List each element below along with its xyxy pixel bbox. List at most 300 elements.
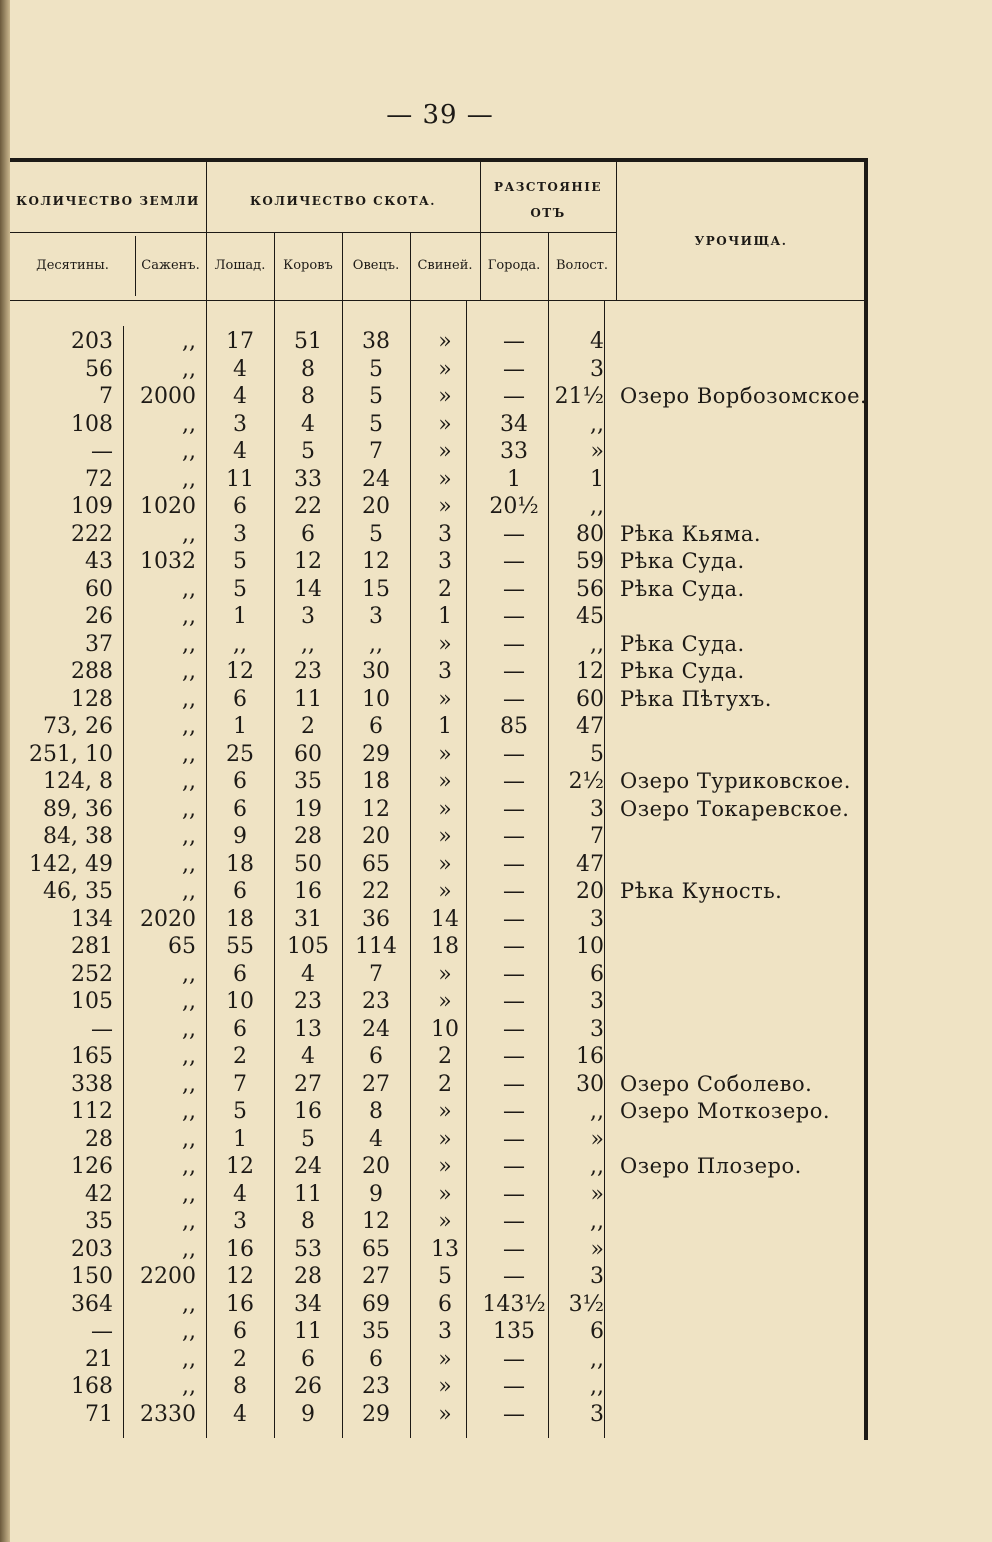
- cell-sviney: 1: [438, 604, 452, 629]
- cell-loshad: 18: [226, 906, 254, 932]
- cell-korov: 9: [301, 1401, 315, 1427]
- cell-sviney: 2: [438, 576, 452, 602]
- cell-volost: 3: [590, 1264, 604, 1289]
- table-row: [0, 988, 870, 1016]
- cell-sviney: »: [438, 631, 452, 657]
- cell-urochishche: Озеро Туриковское.: [620, 769, 851, 793]
- table-row: [0, 1153, 870, 1181]
- cell-desiatiny: 203: [71, 329, 113, 354]
- cell-goroda: —: [503, 631, 525, 657]
- cell-loshad: 5: [233, 1099, 247, 1124]
- table-row: [0, 1126, 870, 1154]
- cell-sviney: 2: [438, 1071, 452, 1097]
- cell-loshad: 1: [233, 1126, 247, 1152]
- cell-loshad: 6: [233, 1319, 247, 1344]
- cell-volost: 12: [576, 659, 604, 684]
- cell-ovets: 5: [369, 356, 383, 382]
- cell-loshad: 10: [226, 989, 254, 1014]
- cell-korov: 22: [294, 494, 322, 519]
- cell-sazheni: 2000: [140, 384, 196, 409]
- header-goroda: Города.: [487, 258, 541, 273]
- cell-urochishche: [620, 1208, 870, 1236]
- cell-ovets: ,,: [369, 631, 383, 657]
- cell-urochishche: [620, 1318, 870, 1346]
- table-row: [0, 631, 870, 659]
- cell-volost: 59: [576, 549, 604, 574]
- cell-sazheni: ,,: [182, 796, 196, 822]
- cell-goroda: —: [503, 1126, 525, 1152]
- cell-sazheni: ,,: [182, 521, 196, 547]
- cell-sazheni: ,,: [182, 961, 196, 987]
- cell-sazheni: ,,: [182, 1099, 196, 1124]
- cell-goroda: —: [503, 659, 525, 684]
- cell-sviney: »: [438, 769, 452, 794]
- cell-sazheni: 2020: [140, 906, 196, 932]
- cell-loshad: ,,: [233, 631, 247, 657]
- cell-volost: 30: [576, 1071, 604, 1097]
- cell-volost: ,,: [590, 1099, 604, 1124]
- cell-sviney: »: [438, 1099, 452, 1124]
- cell-loshad: 6: [233, 686, 247, 712]
- cell-goroda: —: [503, 769, 525, 794]
- table-row: [0, 438, 870, 466]
- cell-goroda: —: [503, 1154, 525, 1179]
- cell-sazheni: ,,: [182, 1181, 196, 1207]
- table-row: [0, 1098, 870, 1126]
- table-row: [0, 576, 870, 604]
- cell-korov: 16: [294, 879, 322, 904]
- cell-goroda: —: [503, 1044, 525, 1069]
- cell-urochishche: [620, 741, 870, 769]
- cell-desiatiny: 84, 38: [43, 824, 113, 849]
- cell-urochishche: [620, 603, 870, 631]
- cell-volost: 47: [576, 714, 604, 739]
- cell-desiatiny: 128: [71, 686, 113, 712]
- cell-urochishche: Рѣка Суда.: [620, 631, 745, 656]
- cell-ovets: 114: [355, 934, 397, 959]
- cell-desiatiny: 89, 36: [43, 796, 113, 822]
- cell-desiatiny: 134: [71, 906, 113, 932]
- cell-goroda: —: [503, 989, 525, 1014]
- cell-volost: ,,: [590, 1154, 604, 1179]
- cell-goroda: —: [503, 879, 525, 904]
- cell-ovets: 36: [362, 906, 390, 932]
- cell-goroda: 135: [493, 1319, 535, 1344]
- cell-loshad: 17: [226, 329, 254, 354]
- cell-sazheni: ,,: [182, 1154, 196, 1179]
- cell-korov: 24: [294, 1154, 322, 1179]
- cell-desiatiny: 126: [71, 1154, 113, 1179]
- cell-sviney: 1: [438, 714, 452, 739]
- cell-loshad: 4: [233, 439, 247, 464]
- table-row: [0, 1181, 870, 1209]
- cell-urochishche: [620, 328, 870, 356]
- cell-desiatiny: 42: [85, 1181, 113, 1207]
- cell-goroda: 34: [500, 411, 528, 437]
- cell-sviney: »: [438, 851, 452, 877]
- cell-loshad: 5: [233, 576, 247, 602]
- cell-goroda: —: [503, 1264, 525, 1289]
- cell-korov: 4: [301, 1044, 315, 1069]
- cell-sazheni: 65: [168, 934, 196, 959]
- cell-urochishche: [620, 933, 870, 961]
- cell-sviney: »: [438, 356, 452, 382]
- cell-korov: 6: [301, 1346, 315, 1372]
- header-cattle-group: КОЛИЧЕСТВО СКОТА.: [250, 194, 436, 208]
- cell-volost: ,,: [590, 631, 604, 657]
- cell-sazheni: 2200: [140, 1264, 196, 1289]
- cell-loshad: 11: [226, 466, 254, 492]
- cell-goroda: —: [503, 1071, 525, 1097]
- cell-loshad: 16: [226, 1236, 254, 1262]
- cell-loshad: 18: [226, 851, 254, 877]
- table-row: [0, 411, 870, 439]
- cell-sviney: »: [438, 1346, 452, 1372]
- cell-goroda: —: [503, 549, 525, 574]
- cell-ovets: 27: [362, 1071, 390, 1097]
- table-row: [0, 1373, 870, 1401]
- cell-loshad: 4: [233, 356, 247, 382]
- cell-goroda: —: [503, 824, 525, 849]
- cell-korov: 28: [294, 824, 322, 849]
- cell-loshad: 6: [233, 494, 247, 519]
- cell-urochishche: Рѣка Суда.: [620, 659, 745, 683]
- cell-korov: 34: [294, 1291, 322, 1317]
- table-row: [0, 1016, 870, 1044]
- cell-korov: 53: [294, 1236, 322, 1262]
- cell-ovets: 24: [362, 1016, 390, 1042]
- table-row: [0, 1043, 870, 1071]
- cell-urochishche: Рѣка Куность.: [620, 879, 783, 903]
- cell-volost: ,,: [590, 1346, 604, 1372]
- cell-urochishche: [620, 438, 870, 466]
- cell-desiatiny: 364: [71, 1291, 113, 1317]
- cell-goroda: —: [503, 521, 525, 547]
- cell-sviney: »: [438, 741, 452, 767]
- table-row: [0, 328, 870, 356]
- cell-goroda: —: [503, 851, 525, 877]
- cell-volost: »: [590, 1236, 604, 1262]
- cell-volost: 3: [590, 989, 604, 1014]
- table-row: [0, 1236, 870, 1264]
- cell-volost: 5: [590, 741, 604, 767]
- cell-ovets: 30: [362, 659, 390, 684]
- cell-volost: 7: [590, 824, 604, 849]
- cell-korov: 2: [301, 714, 315, 739]
- cell-desiatiny: 71: [85, 1401, 113, 1427]
- header-sazheni: Саженъ.: [141, 258, 200, 273]
- cell-sviney: »: [438, 411, 452, 437]
- cell-ovets: 3: [369, 604, 383, 629]
- cell-sazheni: ,,: [182, 989, 196, 1014]
- cell-loshad: 6: [233, 769, 247, 794]
- table-row: [0, 521, 870, 549]
- cell-korov: 11: [294, 1181, 322, 1207]
- cell-urochishche: Рѣка Суда.: [620, 549, 745, 573]
- cell-sviney: »: [438, 1401, 452, 1427]
- cell-desiatiny: 35: [85, 1209, 113, 1234]
- table-row: [0, 466, 870, 494]
- cell-sazheni: ,,: [182, 631, 196, 657]
- cell-sazheni: ,,: [182, 411, 196, 437]
- cell-volost: 1: [590, 466, 604, 492]
- cell-volost: 6: [590, 961, 604, 987]
- cell-urochishche: [620, 906, 870, 934]
- cell-urochishche: [620, 493, 870, 521]
- cell-goroda: —: [503, 1401, 525, 1427]
- cell-sviney: 3: [438, 549, 452, 574]
- cell-volost: 60: [576, 686, 604, 712]
- cell-sviney: »: [438, 384, 452, 409]
- cell-goroda: —: [503, 1346, 525, 1372]
- cell-goroda: —: [503, 796, 525, 822]
- cell-korov: ,,: [301, 631, 315, 657]
- cell-sviney: 3: [438, 1319, 452, 1344]
- table-row: [0, 1263, 870, 1291]
- cell-sazheni: 2330: [140, 1401, 196, 1427]
- cell-volost: ,,: [590, 411, 604, 437]
- cell-sazheni: ,,: [182, 1209, 196, 1234]
- header-subrule-cattle: [206, 232, 480, 233]
- cell-ovets: 29: [362, 741, 390, 767]
- cell-loshad: 3: [233, 1209, 247, 1234]
- header-divider-3: [616, 162, 617, 300]
- cell-ovets: 35: [362, 1319, 390, 1344]
- cell-urochishche: [620, 988, 870, 1016]
- cell-desiatiny: 21: [85, 1346, 113, 1372]
- cell-goroda: 143½: [482, 1291, 546, 1317]
- cell-korov: 8: [301, 384, 315, 409]
- cell-loshad: 4: [233, 384, 247, 409]
- cell-sazheni: ,,: [182, 659, 196, 684]
- cell-sviney: »: [438, 494, 452, 519]
- cell-goroda: —: [503, 329, 525, 354]
- cell-volost: »: [590, 439, 604, 464]
- cell-ovets: 15: [362, 576, 390, 602]
- cell-sviney: 10: [431, 1016, 459, 1042]
- cell-korov: 60: [294, 741, 322, 767]
- cell-ovets: 7: [369, 961, 383, 987]
- cell-goroda: —: [503, 906, 525, 932]
- cell-volost: ,,: [590, 494, 604, 519]
- cell-sviney: »: [438, 466, 452, 492]
- cell-volost: »: [590, 1181, 604, 1207]
- cell-desiatiny: 28: [85, 1126, 113, 1152]
- cell-ovets: 27: [362, 1264, 390, 1289]
- cell-desiatiny: 56: [85, 356, 113, 382]
- cell-goroda: —: [503, 934, 525, 959]
- cell-desiatiny: 251, 10: [29, 741, 113, 767]
- cell-volost: 3: [590, 1401, 604, 1427]
- cell-loshad: 4: [233, 1401, 247, 1427]
- cell-desiatiny: 288: [71, 659, 113, 684]
- cell-sviney: »: [438, 796, 452, 822]
- cell-urochishche: [620, 1236, 870, 1264]
- cell-desiatiny: 26: [85, 604, 113, 629]
- cell-ovets: 12: [362, 1209, 390, 1234]
- header-divider-1: [206, 162, 207, 300]
- cell-sazheni: ,,: [182, 1291, 196, 1317]
- cell-urochishche: Озеро Токаревское.: [620, 796, 850, 821]
- cell-goroda: —: [503, 1236, 525, 1262]
- cell-sviney: 2: [438, 1044, 452, 1069]
- table-row: [0, 851, 870, 879]
- cell-korov: 105: [287, 934, 329, 959]
- table-row: [0, 548, 870, 576]
- table-row: [0, 1208, 870, 1236]
- table-row: [0, 1071, 870, 1099]
- cell-loshad: 6: [233, 879, 247, 904]
- cell-ovets: 6: [369, 714, 383, 739]
- table-row: [0, 493, 870, 521]
- cell-sazheni: ,,: [182, 714, 196, 739]
- cell-desiatiny: —: [91, 1016, 113, 1042]
- cell-goroda: 33: [500, 439, 528, 464]
- cell-desiatiny: 109: [71, 494, 113, 519]
- cell-desiatiny: —: [91, 439, 113, 464]
- cell-volost: »: [590, 1126, 604, 1152]
- cell-urochishche: [620, 411, 870, 439]
- cell-loshad: 1: [233, 714, 247, 739]
- cell-urochishche: Озеро Ворбозомское.: [620, 384, 868, 408]
- cell-urochishche: Озеро Соболево.: [620, 1071, 813, 1096]
- cell-loshad: 12: [226, 1154, 254, 1179]
- cell-ovets: 24: [362, 466, 390, 492]
- cell-goroda: —: [503, 1181, 525, 1207]
- cell-sviney: 6: [438, 1291, 452, 1317]
- cell-ovets: 65: [362, 851, 390, 877]
- cell-urochishche: [620, 823, 870, 851]
- cell-desiatiny: —: [91, 1319, 113, 1344]
- cell-volost: 16: [576, 1044, 604, 1069]
- header-ovets: Овецъ.: [352, 258, 400, 273]
- cell-loshad: 4: [233, 1181, 247, 1207]
- cell-sazheni: ,,: [182, 769, 196, 794]
- table-row: [0, 1318, 870, 1346]
- table-row: [0, 823, 870, 851]
- cell-volost: 20: [576, 879, 604, 904]
- cell-goroda: —: [503, 576, 525, 602]
- cell-volost: 56: [576, 576, 604, 602]
- cell-korov: 35: [294, 769, 322, 794]
- cell-urochishche: [620, 1043, 870, 1071]
- cell-desiatiny: 150: [71, 1264, 113, 1289]
- cell-ovets: 38: [362, 329, 390, 354]
- cell-korov: 5: [301, 1126, 315, 1152]
- table-row: [0, 878, 870, 906]
- table-row: [0, 1346, 870, 1374]
- cell-desiatiny: 43: [85, 549, 113, 574]
- cell-desiatiny: 338: [71, 1071, 113, 1097]
- cell-urochishche: [620, 961, 870, 989]
- cell-goroda: —: [503, 686, 525, 712]
- cell-desiatiny: 37: [85, 631, 113, 657]
- cell-desiatiny: 203: [71, 1236, 113, 1262]
- cell-sviney: 13: [431, 1236, 459, 1262]
- cell-loshad: 2: [233, 1346, 247, 1372]
- cell-ovets: 20: [362, 1154, 390, 1179]
- cell-korov: 27: [294, 1071, 322, 1097]
- cell-sviney: »: [438, 1154, 452, 1179]
- cell-sazheni: ,,: [182, 1126, 196, 1152]
- cell-sazheni: ,,: [182, 1016, 196, 1042]
- cell-sazheni: ,,: [182, 1346, 196, 1372]
- cell-korov: 12: [294, 549, 322, 574]
- cell-desiatiny: 72: [85, 466, 113, 492]
- cell-loshad: 55: [226, 934, 254, 959]
- cell-urochishche: [620, 466, 870, 494]
- cell-desiatiny: 112: [71, 1099, 113, 1124]
- cell-sviney: »: [438, 439, 452, 464]
- header-korov: Коровъ: [283, 258, 333, 273]
- table-row: [0, 713, 870, 741]
- table-row: [0, 658, 870, 686]
- cell-desiatiny: 142, 49: [29, 851, 113, 877]
- cell-ovets: 18: [362, 769, 390, 794]
- cell-ovets: 5: [369, 521, 383, 547]
- table-top-rule: [10, 158, 868, 162]
- cell-korov: 5: [301, 439, 315, 464]
- cell-urochishche: Рѣка Кьяма.: [620, 521, 762, 546]
- cell-sviney: »: [438, 686, 452, 712]
- cell-korov: 4: [301, 961, 315, 987]
- header-subrule-land: [10, 232, 206, 233]
- header-distance-from: ОТЪ: [530, 206, 566, 220]
- cell-ovets: 5: [369, 384, 383, 409]
- cell-korov: 8: [301, 356, 315, 382]
- cell-sviney: »: [438, 1374, 452, 1399]
- cell-urochishche: Рѣка Суда.: [620, 576, 745, 601]
- page-number: — 39 —: [386, 100, 494, 130]
- cell-sviney: 5: [438, 1264, 452, 1289]
- table-row: [0, 1401, 870, 1429]
- cell-sviney: »: [438, 961, 452, 987]
- cell-loshad: 6: [233, 1016, 247, 1042]
- cell-sazheni: ,,: [182, 1044, 196, 1069]
- cell-sazheni: ,,: [182, 1374, 196, 1399]
- cell-ovets: 7: [369, 439, 383, 464]
- cell-urochishche: [620, 1346, 870, 1374]
- cell-goroda: —: [503, 1374, 525, 1399]
- table-row: [0, 768, 870, 796]
- cell-volost: 80: [576, 521, 604, 547]
- cell-desiatiny: 46, 35: [43, 879, 113, 904]
- cell-loshad: 12: [226, 1264, 254, 1289]
- cell-sazheni: ,,: [182, 576, 196, 602]
- table-row: [0, 741, 870, 769]
- cell-volost: 3: [590, 906, 604, 932]
- cell-volost: 45: [576, 604, 604, 629]
- cell-korov: 6: [301, 521, 315, 547]
- cell-sviney: »: [438, 1181, 452, 1207]
- cell-volost: 3½: [568, 1291, 604, 1317]
- cell-korov: 50: [294, 851, 322, 877]
- cell-sazheni: ,,: [182, 824, 196, 849]
- cell-loshad: 9: [233, 824, 247, 849]
- cell-goroda: —: [503, 1016, 525, 1042]
- cell-sazheni: ,,: [182, 1236, 196, 1262]
- cell-urochishche: [620, 1401, 870, 1429]
- header-volost: Волост.: [555, 258, 609, 273]
- cell-urochishche: [620, 356, 870, 384]
- cell-sviney: »: [438, 1209, 452, 1234]
- cell-loshad: 25: [226, 741, 254, 767]
- cell-korov: 51: [294, 329, 322, 354]
- cell-sazheni: ,,: [182, 686, 196, 712]
- cell-urochishche: [620, 1126, 870, 1154]
- cell-loshad: 7: [233, 1071, 247, 1097]
- cell-volost: 3: [590, 356, 604, 382]
